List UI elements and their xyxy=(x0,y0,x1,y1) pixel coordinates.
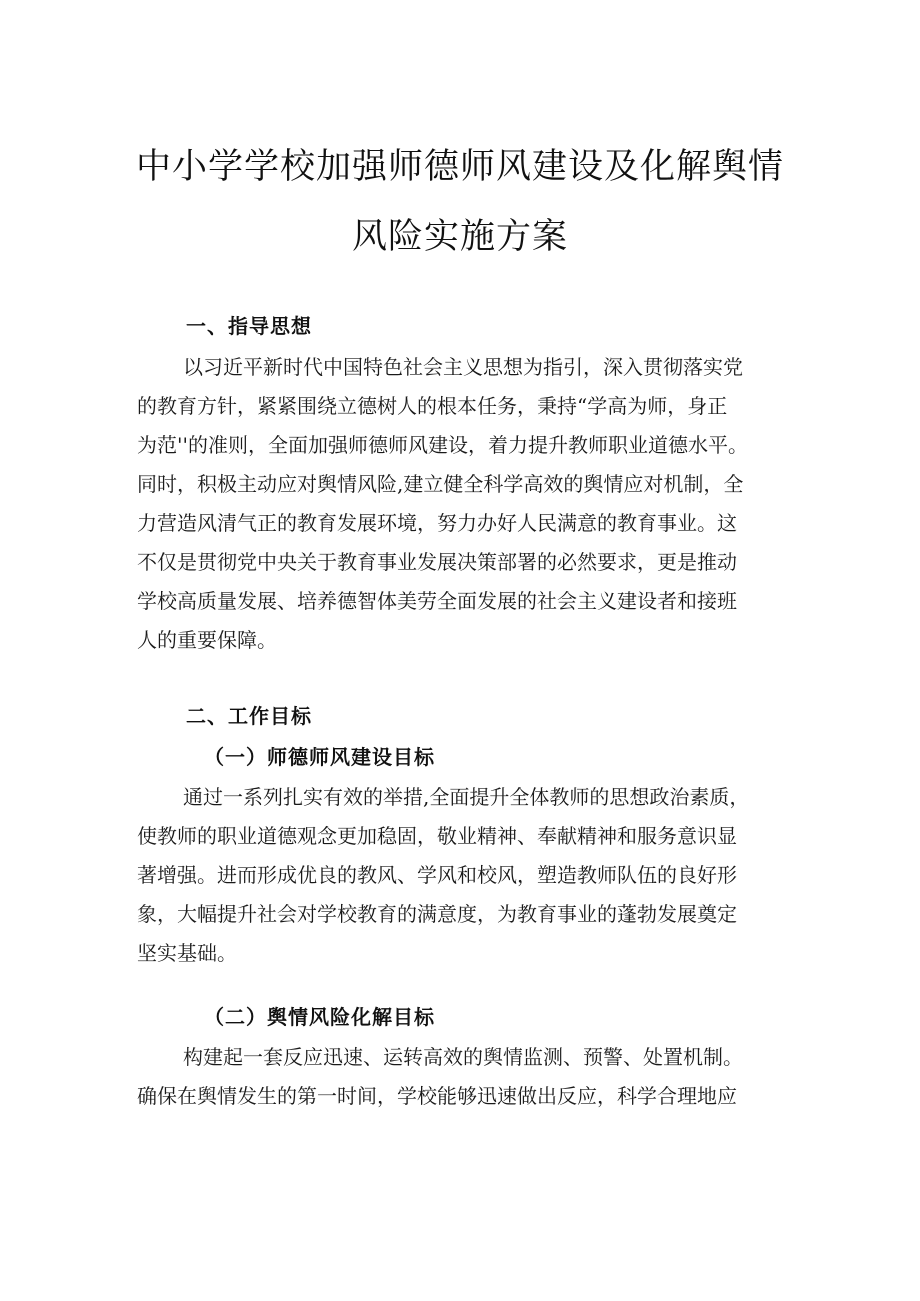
text-line: 确保在舆情发生的第一时间，学校能够迅速做出反应，科学合理地应 xyxy=(137,1084,737,1108)
text-line: 通过一系列扎实有效的举措,全面提升全体教师的思想政治素质， xyxy=(183,785,750,809)
document-title-line-2: 风险实施方案 xyxy=(351,217,568,257)
text-line: 的教育方针，紧紧围绕立德树人的根本任务，秉持“学高为师，身正 xyxy=(137,394,728,418)
text-line: 著增强。进而形成优良的教风、学风和校风，塑造教师队伍的良好形 xyxy=(137,863,737,887)
text-line: 坚实基础。 xyxy=(137,941,237,965)
text-line: 构建起一套反应迅速、运转高效的舆情监测、预警、处置机制。 xyxy=(183,1045,743,1069)
section-heading-guiding-ideology: 一、指导思想 xyxy=(186,314,312,338)
text-line: 同时，积极主动应对舆情风险,建立健全科学高效的舆情应对机制，全 xyxy=(137,472,744,496)
text-line: 以习近平新时代中国特色社会主义思想为指引，深入贯彻落实党 xyxy=(183,355,743,379)
paragraph-public-opinion-goals xyxy=(137,1038,797,1116)
text-line: 使教师的职业道德观念更加稳固，敬业精神、奉献精神和服务意识显 xyxy=(137,824,737,848)
text-line: 不仅是贯彻党中央关于教育事业发展决策部署的必然要求，更是推动 xyxy=(137,550,737,574)
text-line: 学校高质量发展、培养德智体美劳全面发展的社会主义建设者和接班 xyxy=(137,589,737,613)
text-line: 为范''的准则，全面加强师德师风建设，着力提升教师职业道德水平。 xyxy=(137,433,748,457)
paragraph-teacher-ethics-goals xyxy=(137,778,797,973)
subsection-heading-public-opinion-goals: （二）舆情风险化解目标 xyxy=(204,1005,435,1029)
text-line: 力营造风清气正的教育发展环境，努力办好人民满意的教育事业。这 xyxy=(137,511,737,535)
text-line: 人的重要保障。 xyxy=(137,628,277,652)
subsection-heading-teacher-ethics-goals: （一）师德师风建设目标 xyxy=(204,745,435,769)
text-line: 象，大幅提升社会对学校教育的满意度，为教育事业的蓬勃发展奠定 xyxy=(137,902,737,926)
document-title-line-1: 中小学学校加强师德师风建设及化解舆情 xyxy=(135,147,784,187)
section-heading-work-goals: 二、工作目标 xyxy=(186,704,312,728)
paragraph-guiding-ideology xyxy=(137,348,797,660)
